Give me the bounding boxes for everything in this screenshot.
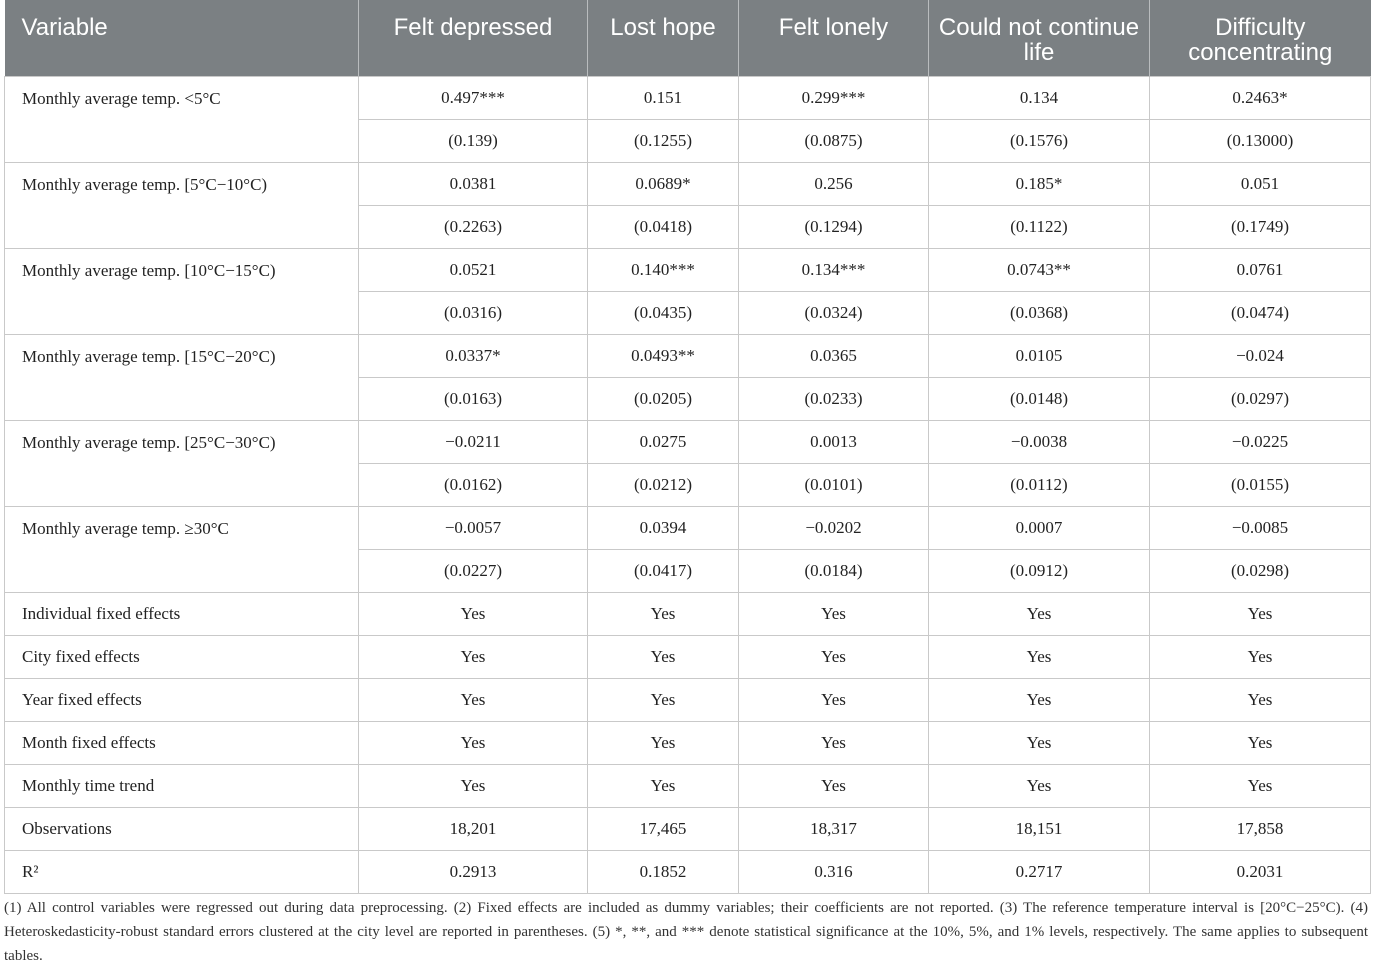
coefficient-cell: 0.0689* [588,162,739,205]
header-felt-lonely: Felt lonely [739,0,929,76]
standard-error-cell: (0.0112) [929,463,1150,506]
table-row [5,764,1371,807]
table-row [5,592,1371,635]
row-label: Monthly average temp. ≥30°C [5,506,359,592]
row-label: R² [5,850,359,893]
coefficient-row [5,162,1371,205]
standard-error-cell: (0.0912) [929,549,1150,592]
row-label: Monthly average temp. [10°C−15°C) [5,248,359,334]
coefficient-row [5,248,1371,291]
table-row [5,721,1371,764]
value-cell: 0.2913 [359,850,588,893]
header-difficulty-concentrating: Difficulty concentrating [1150,0,1371,76]
value-cell: Yes [739,635,929,678]
value-cell: Yes [359,678,588,721]
standard-error-cell: (0.1255) [588,119,739,162]
standard-error-cell: (0.13000) [1150,119,1371,162]
header-lost-hope: Lost hope [588,0,739,76]
standard-error-cell: (0.0162) [359,463,588,506]
coefficient-cell: 0.185* [929,162,1150,205]
standard-error-cell: (0.0155) [1150,463,1371,506]
coefficient-cell: −0.0057 [359,506,588,549]
value-cell: Yes [1150,678,1371,721]
value-cell: 0.2717 [929,850,1150,893]
row-label: Monthly time trend [5,764,359,807]
value-cell: Yes [588,678,739,721]
coefficient-cell: 0.0743** [929,248,1150,291]
coefficient-cell: 0.256 [739,162,929,205]
coefficient-cell: −0.024 [1150,334,1371,377]
standard-error-cell: (0.0205) [588,377,739,420]
table-footnote: (1) All control variables were regressed out during data preprocessing. (2) Fixed effects are included as dummy variables; their coefficients are not reported. (3) The reference temperature interval is [20°C−25°C). (4) Heteroskedasticity-robust standard errors clustered at the city level are reported in parentheses. (5) *, **, and *** denote statistical significance at the 10%, 5%, and 1% levels, respectively. The same applies to subsequent tables. [4,900,1368,964]
value-cell: Yes [359,635,588,678]
coefficient-cell: 0.497*** [359,76,588,119]
value-cell: Yes [588,635,739,678]
standard-error-cell: (0.0316) [359,291,588,334]
row-label: Year fixed effects [5,678,359,721]
table-row [5,635,1371,678]
coefficient-row [5,76,1371,119]
value-cell: 0.1852 [588,850,739,893]
standard-error-cell: (0.0417) [588,549,739,592]
row-label: Monthly average temp. [15°C−20°C) [5,334,359,420]
coefficient-row [5,506,1371,549]
value-cell: Yes [359,764,588,807]
standard-error-cell: (0.0418) [588,205,739,248]
coefficient-cell: −0.0038 [929,420,1150,463]
value-cell: Yes [588,592,739,635]
coefficient-cell: −0.0211 [359,420,588,463]
value-cell: Yes [1150,635,1371,678]
coefficient-cell: 0.134*** [739,248,929,291]
header-could-not-continue-life: Could not continue life [929,0,1150,76]
standard-error-cell: (0.0148) [929,377,1150,420]
coefficient-cell: −0.0225 [1150,420,1371,463]
value-cell: Yes [1150,764,1371,807]
value-cell: Yes [739,721,929,764]
header-felt-depressed: Felt depressed [359,0,588,76]
row-label: City fixed effects [5,635,359,678]
value-cell: Yes [929,678,1150,721]
standard-error-cell: (0.0212) [588,463,739,506]
value-cell: Yes [359,592,588,635]
table-row [5,850,1371,893]
coefficient-cell: 0.0013 [739,420,929,463]
row-label: Monthly average temp. [25°C−30°C) [5,420,359,506]
row-label: Monthly average temp. <5°C [5,76,359,162]
value-cell: Yes [1150,721,1371,764]
header-row [5,0,1371,76]
coefficient-cell: 0.0394 [588,506,739,549]
value-cell: 18,201 [359,807,588,850]
value-cell: Yes [739,592,929,635]
coefficient-cell: −0.0202 [739,506,929,549]
coefficient-cell: −0.0085 [1150,506,1371,549]
table-row [5,678,1371,721]
coefficient-cell: 0.0275 [588,420,739,463]
standard-error-cell: (0.1576) [929,119,1150,162]
row-label: Individual fixed effects [5,592,359,635]
coefficient-row [5,420,1371,463]
table-row [5,807,1371,850]
value-cell: Yes [929,721,1150,764]
value-cell: Yes [1150,592,1371,635]
standard-error-cell: (0.0298) [1150,549,1371,592]
standard-error-cell: (0.0163) [359,377,588,420]
standard-error-cell: (0.0368) [929,291,1150,334]
value-cell: Yes [588,721,739,764]
value-cell: Yes [929,764,1150,807]
value-cell: Yes [739,678,929,721]
value-cell: 17,465 [588,807,739,850]
standard-error-cell: (0.0227) [359,549,588,592]
standard-error-cell: (0.2263) [359,205,588,248]
coefficient-cell: 0.0381 [359,162,588,205]
coefficient-cell: 0.0337* [359,334,588,377]
row-label: Month fixed effects [5,721,359,764]
coefficient-cell: 0.0105 [929,334,1150,377]
coefficient-cell: 0.151 [588,76,739,119]
standard-error-cell: (0.139) [359,119,588,162]
value-cell: Yes [359,721,588,764]
coefficient-cell: 0.140*** [588,248,739,291]
coefficient-cell: 0.051 [1150,162,1371,205]
standard-error-cell: (0.1122) [929,205,1150,248]
regression-table [4,0,1371,894]
value-cell: Yes [588,764,739,807]
standard-error-cell: (0.0184) [739,549,929,592]
coefficient-cell: 0.299*** [739,76,929,119]
coefficient-cell: 0.0521 [359,248,588,291]
value-cell: 18,317 [739,807,929,850]
value-cell: Yes [929,592,1150,635]
standard-error-cell: (0.0435) [588,291,739,334]
table-body [5,76,1371,893]
standard-error-cell: (0.0233) [739,377,929,420]
standard-error-cell: (0.1749) [1150,205,1371,248]
coefficient-cell: 0.0365 [739,334,929,377]
value-cell: 0.316 [739,850,929,893]
standard-error-cell: (0.0324) [739,291,929,334]
coefficient-cell: 0.134 [929,76,1150,119]
coefficient-cell: 0.0007 [929,506,1150,549]
standard-error-cell: (0.0474) [1150,291,1371,334]
standard-error-cell: (0.0297) [1150,377,1371,420]
coefficient-cell: 0.0761 [1150,248,1371,291]
regression-table-container [4,0,1370,894]
value-cell: 17,858 [1150,807,1371,850]
coefficient-row [5,334,1371,377]
standard-error-cell: (0.1294) [739,205,929,248]
coefficient-cell: 0.0493** [588,334,739,377]
header-variable: Variable [5,0,359,76]
standard-error-cell: (0.0875) [739,119,929,162]
value-cell: 0.2031 [1150,850,1371,893]
standard-error-cell: (0.0101) [739,463,929,506]
coefficient-cell: 0.2463* [1150,76,1371,119]
row-label: Observations [5,807,359,850]
value-cell: Yes [929,635,1150,678]
value-cell: Yes [739,764,929,807]
value-cell: 18,151 [929,807,1150,850]
row-label: Monthly average temp. [5°C−10°C) [5,162,359,248]
